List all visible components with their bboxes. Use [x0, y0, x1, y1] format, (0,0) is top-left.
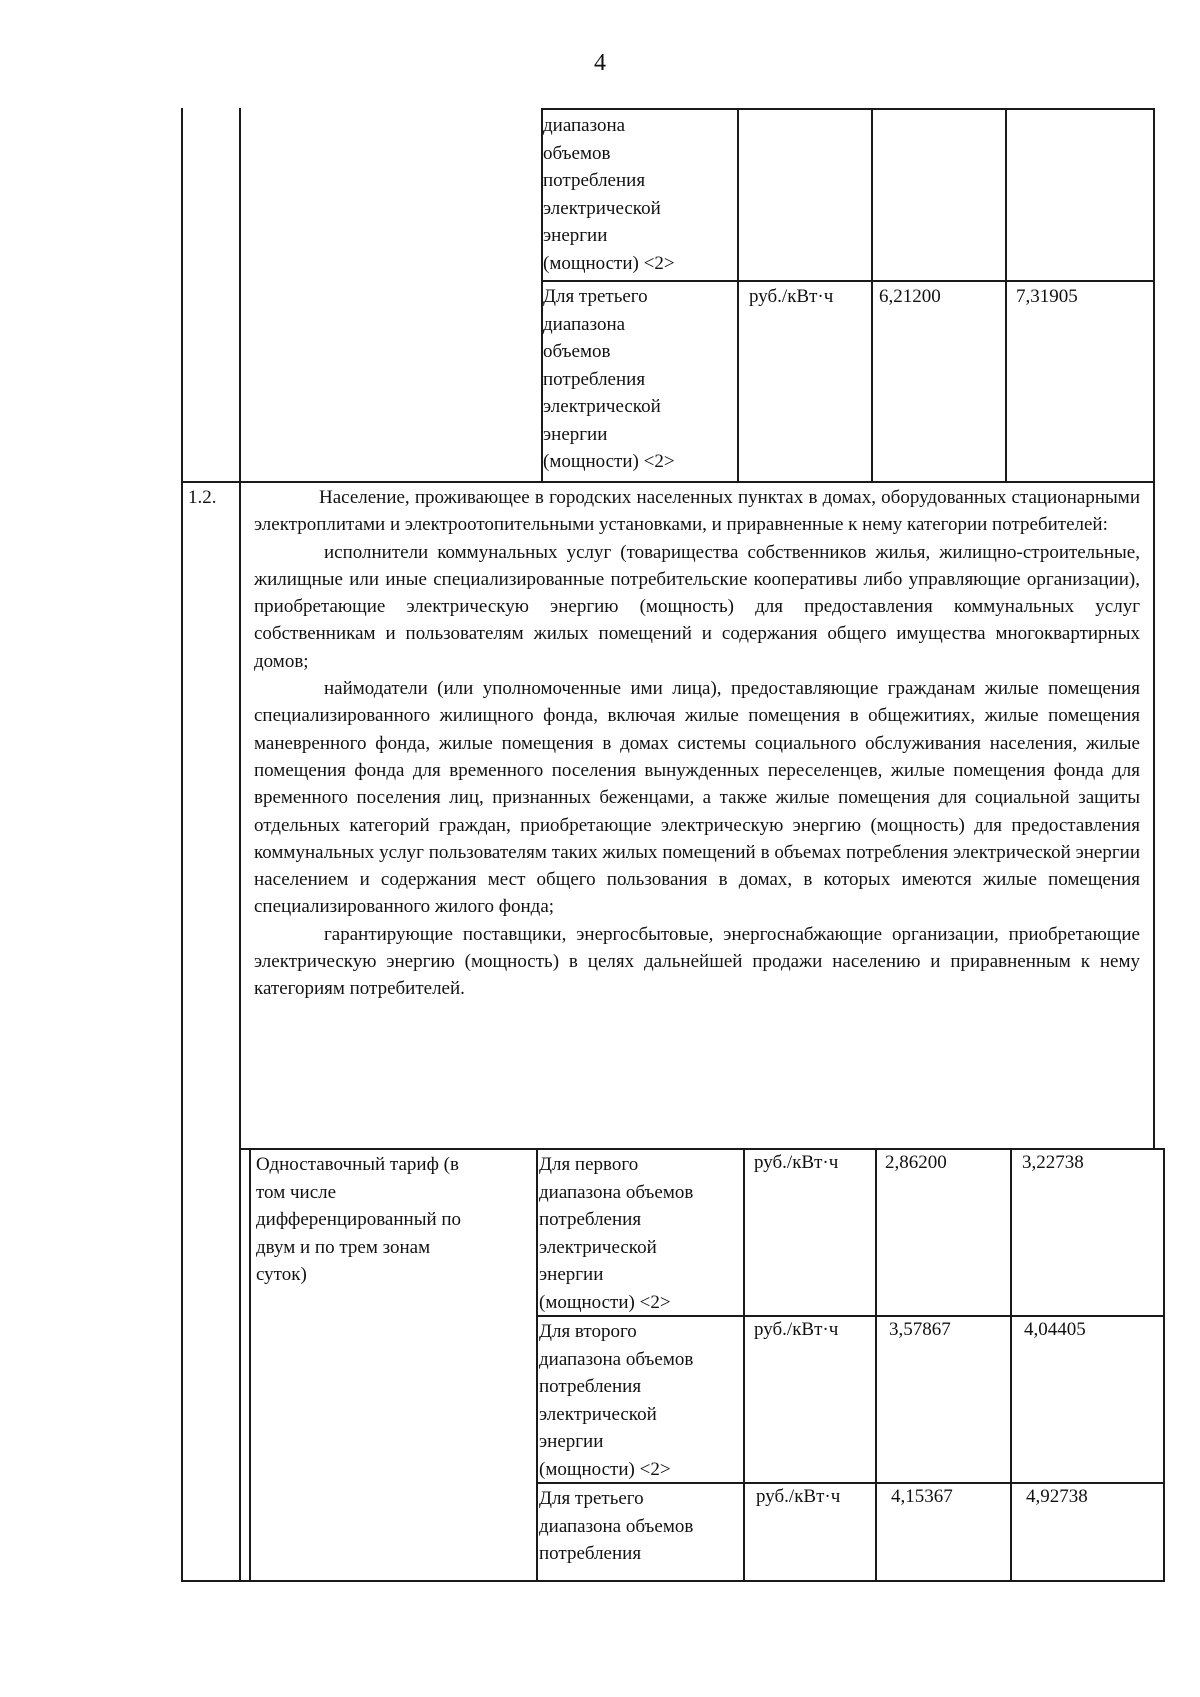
unit-cell: руб./кВт·ч	[754, 1319, 839, 1340]
unit-cell: руб./кВт·ч	[749, 286, 834, 307]
col-divider	[1005, 108, 1007, 483]
paragraph: исполнители коммунальных услуг (товарищества собственников жилья, жилищно-строительные, жилищные или иные специализированные потребительские кооперативы либо управляющие организации), приобретающие электрическую энергию (мощность) для предоставления коммунальных услуг собственникам и пользователям жилых помещений и содержания общего имущества многоквартирных домов;	[254, 541, 1140, 672]
col-divider	[536, 1148, 538, 1582]
cell-line: энергии	[539, 1431, 604, 1452]
page-number: 4	[594, 50, 606, 76]
cell-line: (мощности) <2>	[543, 451, 675, 472]
value-cell: 4,92738	[1026, 1486, 1088, 1507]
consumption-range-cell	[543, 112, 675, 277]
cell-line: диапазона объемов	[539, 1181, 694, 1203]
cell-line: диапазона	[543, 313, 626, 335]
cell-line: потребления	[539, 1209, 642, 1230]
unit-cell: руб./кВт·ч	[756, 1486, 841, 1507]
cell-line: объемов	[543, 341, 611, 362]
cell-line: электрической	[539, 1236, 657, 1258]
cell-line: (мощности) <2>	[539, 1291, 671, 1313]
value-cell: 4,04405	[1024, 1319, 1086, 1340]
value-cell: 3,57867	[889, 1319, 951, 1340]
cell-line: Для третьего	[543, 286, 648, 307]
row-divider	[541, 280, 1155, 282]
left-border	[181, 108, 183, 1582]
cell-line: Одноставочный тариф (в	[256, 1154, 459, 1175]
value-cell: 3,22738	[1022, 1152, 1084, 1173]
col-divider	[871, 108, 873, 483]
paragraph: гарантирующие поставщики, энергосбытовые, энергоснабжающие организации, приобретающие электрическую энергию (мощность) в целях дальнейшей продажи населению и приравненным к нему категориям потребителей.	[254, 923, 1140, 1000]
cell-line: дифференцированный по	[256, 1209, 462, 1230]
value-cell: 6,21200	[879, 286, 941, 307]
cell-line: диапазона объемов	[539, 1348, 694, 1370]
tariff-name-cell	[256, 1151, 461, 1289]
consumption-range-cell	[539, 1485, 693, 1568]
cell-line: (мощности) <2>	[539, 1458, 671, 1480]
col-divider	[875, 1148, 877, 1582]
consumption-range-cell	[539, 1151, 693, 1316]
cell-line: потребления	[543, 170, 646, 191]
col-divider	[239, 108, 241, 483]
value-cell: 2,86200	[885, 1152, 947, 1173]
paragraph: Население, проживающее в городских населенных пунктах в домах, оборудованных стационарными электроплитами и электроотопительными установками, и приравненные к нему категории потребителей:	[254, 487, 1140, 536]
consumption-range-cell	[539, 1318, 693, 1483]
right-border	[1163, 1148, 1165, 1582]
col-divider	[737, 108, 739, 483]
cell-line: Для первого	[539, 1154, 639, 1175]
unit-cell: руб./кВт·ч	[754, 1152, 839, 1173]
section-number: 1.2.	[188, 487, 217, 508]
cell-line: энергии	[543, 423, 608, 445]
cell-line: электрической	[543, 197, 661, 219]
value-cell: 7,31905	[1016, 286, 1078, 307]
cell-line: диапазона объемов	[539, 1515, 694, 1537]
cell-line: энергии	[539, 1264, 604, 1285]
paragraph: наймодатели (или уполномоченные ими лица), предоставляющие гражданам жилые помещения специализированного жилищного фонда, включая жилые помещения в общежитиях, жилые помещения маневренного фонда, жилые помещения в домах системы социального обслуживания населения, жилые помещения фонда для временного поселения вынужденных переселенцев, жилые помещения фонда для временного поселения лиц, признанных беженцами, а также жилые помещения для социальной защиты отдельных категорий граждан, приобретающие электрическую энергию (мощность) для предоставления коммунальных услуг пользователям таких жилых помещений в объемах потребления электрической энергии населением и содержания мест общего пользования в домах, в которых имеются жилые помещения специализированного жилого фонда;	[254, 678, 1140, 918]
cell-line: энергии	[543, 225, 608, 246]
cell-line: потребления	[539, 1543, 642, 1564]
cell-line: Для третьего	[539, 1488, 644, 1509]
cell-line: диапазона	[543, 115, 626, 136]
col-divider	[249, 1148, 251, 1582]
table-bottom-border	[181, 1580, 1165, 1582]
col-divider	[239, 481, 241, 1582]
cell-line: суток)	[256, 1264, 307, 1285]
value-cell: 4,15367	[891, 1486, 953, 1507]
right-border	[1153, 481, 1155, 1150]
cell-line: электрической	[543, 396, 661, 417]
cell-line: объемов	[543, 142, 611, 164]
col-divider	[743, 1148, 745, 1582]
row-divider	[181, 481, 1155, 483]
cell-line: потребления	[539, 1376, 642, 1397]
cell-line: двум и по трем зонам	[256, 1236, 431, 1258]
cell-line: (мощности) <2>	[543, 252, 675, 274]
col-divider	[1010, 1148, 1012, 1582]
right-border	[1153, 108, 1155, 483]
section-description	[254, 484, 1140, 1003]
cell-line: том числе	[256, 1181, 337, 1203]
cell-line: потребления	[543, 368, 646, 390]
table-top-border	[541, 108, 1155, 110]
cell-line: электрической	[539, 1403, 657, 1425]
cell-line: Для второго	[539, 1321, 637, 1342]
consumption-range-cell	[543, 283, 675, 476]
